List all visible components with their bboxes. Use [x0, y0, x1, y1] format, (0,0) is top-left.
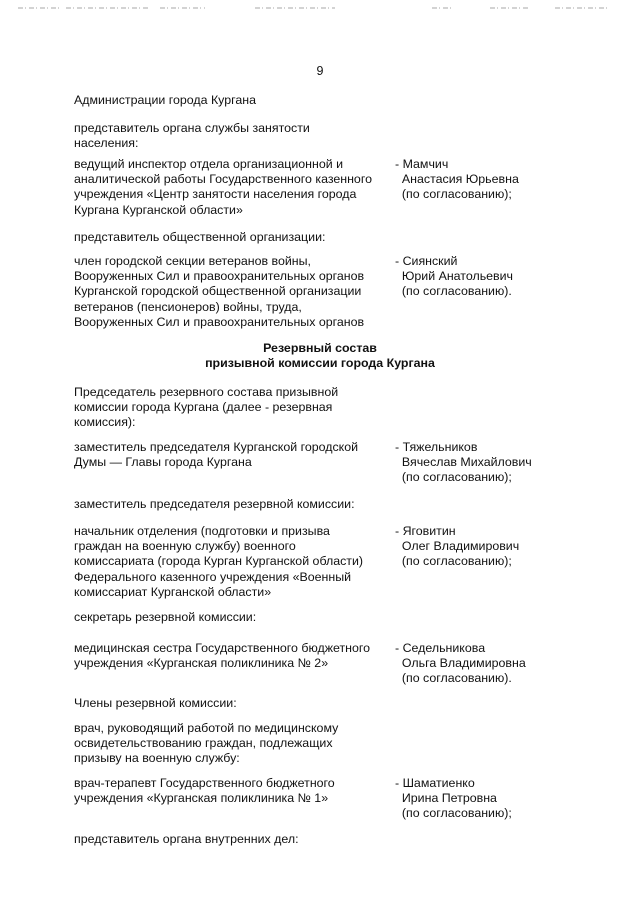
internal-affairs-rep-label: представитель органа внутренних дел:	[74, 832, 299, 846]
page-number: 9	[316, 64, 324, 78]
member-person: - Шаматиенко Ирина Петровна (по согласованию);	[395, 776, 512, 821]
member-person: - Тяжельников Вячеслав Михайлович (по согласованию);	[395, 440, 532, 485]
reserve-chairman-label: Председатель резервного состава призывной комиссии города Кургана (далее - резервная комиссия):	[74, 385, 339, 430]
org-continuation: Администрации города Кургана	[74, 93, 256, 107]
doctor-lead-label: врач, руководящий работой по медицинскому освидетельствованию граждан, подлежащих призыву на военную службу:	[74, 721, 339, 766]
member-person: - Сиянский Юрий Анатольевич (по согласованию).	[395, 254, 513, 299]
member-position: член городской секции ветеранов войны, Вооруженных Сил и правоохранительных органов Курганской городской общественной организации ветеранов (пенсионеров) войны, труда, Вооруженных Сил и правоохранительных органов	[74, 254, 365, 329]
deputy-chairman-label: заместитель председателя резервной комиссии:	[74, 497, 355, 511]
member-person: - Седельникова Ольга Владимировна (по согласованию).	[395, 641, 526, 686]
secretary-label: секретарь резервной комиссии:	[74, 610, 257, 624]
member-position: ведущий инспектор отдела организационной и аналитической работы Государственного казенного учреждения «Центр занятости населения города Кургана Курганской области»	[74, 157, 372, 217]
member-person: - Яговитин Олег Владимирович (по согласованию);	[395, 524, 520, 569]
public-org-rep-label: представитель общественной организации:	[74, 230, 326, 244]
member-person: - Мамчич Анастасия Юрьевна (по согласованию);	[395, 157, 519, 202]
employment-service-rep-label: представитель органа службы занятости населения:	[74, 121, 310, 151]
member-position: заместитель председателя Курганской городской Думы — Главы города Кургана	[74, 440, 359, 470]
section-heading: Резервный состав призывной комиссии города Кургана	[205, 341, 435, 371]
scan-header-artifact	[0, 0, 640, 14]
members-label: Члены резервной комиссии:	[74, 696, 237, 710]
member-position: начальник отделения (подготовки и призыва граждан на военную службу) военного комиссариата (города Курган Курганской области) Федерального казенного учреждения «Военный комиссариат Курганской области»	[74, 524, 364, 599]
member-position: медицинская сестра Государственного бюджетного учреждения «Курганская поликлиника № 2»	[74, 641, 371, 671]
member-position: врач-терапевт Государственного бюджетного учреждения «Курганская поликлиника № 1»	[74, 776, 335, 806]
